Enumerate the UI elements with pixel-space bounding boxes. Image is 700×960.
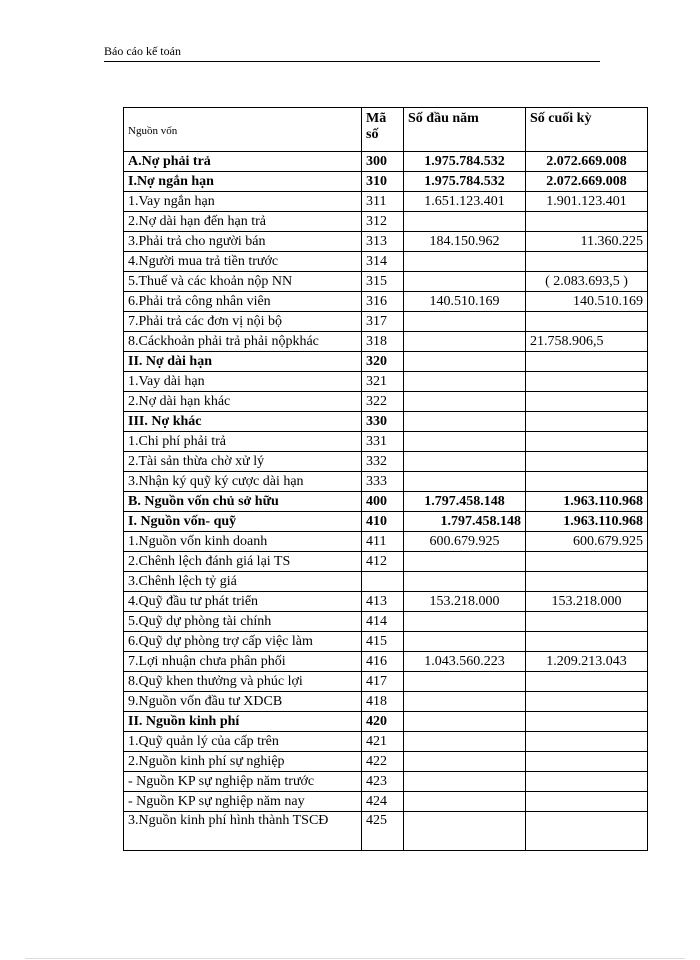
row-name-cell: 1.Vay dài hạn: [124, 372, 362, 392]
row-name-cell: 2.Nợ dài hạn khác: [124, 392, 362, 412]
row-period-end-cell: [526, 792, 648, 812]
row-period-end-cell: [526, 452, 648, 472]
row-name-cell: 8.Quỹ khen thưởng và phúc lợi: [124, 672, 362, 692]
row-name-cell: - Nguồn KP sự nghiệp năm trước: [124, 772, 362, 792]
table-row: [124, 152, 648, 172]
row-period-end-cell: [526, 372, 648, 392]
row-period-end-cell: [526, 772, 648, 792]
row-period-end-cell: [526, 632, 648, 652]
row-code-cell: 415: [362, 632, 404, 652]
page-bottom-divider: [25, 958, 685, 959]
row-start-year-cell: 153.218.000: [404, 592, 526, 612]
row-period-end-cell: 1.901.123.401: [526, 192, 648, 212]
table-row: [124, 192, 648, 212]
row-start-year-cell: [404, 792, 526, 812]
table-row: [124, 672, 648, 692]
row-code-cell: 413: [362, 592, 404, 612]
row-code-cell: 425: [362, 812, 404, 851]
column-header-source: Nguồn vốn: [124, 108, 362, 152]
row-code-cell: 314: [362, 252, 404, 272]
row-code-cell: 400: [362, 492, 404, 512]
column-header-code-label: Mã số: [366, 111, 387, 142]
row-name-cell: 6.Quỹ dự phòng trợ cấp việc làm: [124, 632, 362, 652]
row-period-end-cell: 1.209.213.043: [526, 652, 648, 672]
row-name-cell: 8.Cáckhoản phải trả phải nộpkhác: [124, 332, 362, 352]
row-code-cell: 321: [362, 372, 404, 392]
table-row: [124, 252, 648, 272]
row-name-cell: - Nguồn KP sự nghiệp năm nay: [124, 792, 362, 812]
row-period-end-cell: [526, 572, 648, 592]
table-row: [124, 432, 648, 452]
row-start-year-cell: [404, 332, 526, 352]
table-row: [124, 312, 648, 332]
row-code-cell: 320: [362, 352, 404, 372]
row-code-cell: 313: [362, 232, 404, 252]
row-start-year-cell: 600.679.925: [404, 532, 526, 552]
row-period-end-cell: [526, 432, 648, 452]
row-period-end-cell: [526, 812, 648, 851]
row-start-year-cell: [404, 712, 526, 732]
row-start-year-cell: [404, 432, 526, 452]
row-code-cell: 421: [362, 732, 404, 752]
table-row: [124, 412, 648, 432]
row-period-end-cell: 1.963.110.968: [526, 492, 648, 512]
row-name-cell: 2.Chênh lệch đánh giá lại TS: [124, 552, 362, 572]
row-period-end-cell: [526, 672, 648, 692]
row-period-end-cell: [526, 392, 648, 412]
row-name-cell: 9.Nguồn vốn đầu tư XDCB: [124, 692, 362, 712]
row-code-cell: 410: [362, 512, 404, 532]
row-period-end-cell: 140.510.169: [526, 292, 648, 312]
row-code-cell: 315: [362, 272, 404, 292]
row-start-year-cell: [404, 252, 526, 272]
row-period-end-cell: [526, 712, 648, 732]
table-row: [124, 232, 648, 252]
row-start-year-cell: [404, 632, 526, 652]
row-period-end-cell: [526, 352, 648, 372]
row-start-year-cell: 1.797.458.148: [404, 512, 526, 532]
row-start-year-cell: [404, 572, 526, 592]
table-row: [124, 572, 648, 592]
row-name-cell: 2.Nguồn kinh phí sự nghiệp: [124, 752, 362, 772]
row-name-cell: 2.Nợ dài hạn đến hạn trả: [124, 212, 362, 232]
row-period-end-cell: [526, 312, 648, 332]
row-start-year-cell: [404, 452, 526, 472]
row-name-cell: 5.Quỹ dự phòng tài chính: [124, 612, 362, 632]
table-row: [124, 212, 648, 232]
row-name-cell: 7.Lợi nhuận chưa phân phối: [124, 652, 362, 672]
table-row: [124, 392, 648, 412]
row-start-year-cell: [404, 552, 526, 572]
row-start-year-cell: 1.043.560.223: [404, 652, 526, 672]
row-code-cell: 412: [362, 552, 404, 572]
row-start-year-cell: [404, 732, 526, 752]
row-period-end-cell: 11.360.225: [526, 232, 648, 252]
row-start-year-cell: [404, 612, 526, 632]
table-row: [124, 712, 648, 732]
row-start-year-cell: [404, 352, 526, 372]
row-code-cell: 416: [362, 652, 404, 672]
row-code-cell: 317: [362, 312, 404, 332]
row-start-year-cell: [404, 692, 526, 712]
row-start-year-cell: [404, 312, 526, 332]
row-code-cell: 424: [362, 792, 404, 812]
column-header-code: [362, 108, 404, 152]
table-row: [124, 552, 648, 572]
table-row: [124, 812, 648, 851]
page-header: [104, 44, 600, 62]
row-name-cell: 1.Vay ngắn hạn: [124, 192, 362, 212]
table-row: [124, 512, 648, 532]
table-row: [124, 592, 648, 612]
row-period-end-cell: [526, 612, 648, 632]
row-code-cell: 311: [362, 192, 404, 212]
row-name-cell: 4.Người mua trả tiền trước: [124, 252, 362, 272]
table-row: [124, 692, 648, 712]
row-name-cell: 3.Chênh lệch tỷ giá: [124, 572, 362, 592]
column-header-period-end: Số cuối kỳ: [526, 108, 648, 152]
row-name-cell: 4.Quỹ đầu tư phát triển: [124, 592, 362, 612]
row-period-end-cell: [526, 412, 648, 432]
column-header-start-year: Số đầu năm: [404, 108, 526, 152]
header-title: Báo cáo kế toán: [104, 44, 181, 58]
row-name-cell: 2.Tài sản thừa chờ xử lý: [124, 452, 362, 472]
row-code-cell: 316: [362, 292, 404, 312]
row-name-cell: III. Nợ khác: [124, 412, 362, 432]
row-start-year-cell: 1.975.784.532: [404, 152, 526, 172]
row-name-cell: 7.Phải trả các đơn vị nội bộ: [124, 312, 362, 332]
row-period-end-cell: [526, 752, 648, 772]
table-row: [124, 652, 648, 672]
table-row: [124, 612, 648, 632]
row-name-cell: 6.Phải trả công nhân viên: [124, 292, 362, 312]
row-code-cell: 411: [362, 532, 404, 552]
row-code-cell: 417: [362, 672, 404, 692]
row-code-cell: 422: [362, 752, 404, 772]
row-start-year-cell: [404, 672, 526, 692]
row-name-cell: B. Nguồn vốn chủ sở hữu: [124, 492, 362, 512]
row-name-cell: II. Nợ dài hạn: [124, 352, 362, 372]
row-start-year-cell: 184.150.962: [404, 232, 526, 252]
row-period-end-cell: 21.758.906,5: [526, 332, 648, 352]
table-row: [124, 372, 648, 392]
row-name-cell: 3.Phải trả cho người bán: [124, 232, 362, 252]
row-period-end-cell: 1.963.110.968: [526, 512, 648, 532]
row-name-cell: I. Nguồn vốn- quỹ: [124, 512, 362, 532]
row-name-cell: 1.Nguồn vốn kinh doanh: [124, 532, 362, 552]
row-start-year-cell: 1.651.123.401: [404, 192, 526, 212]
table-row: [124, 752, 648, 772]
row-start-year-cell: [404, 392, 526, 412]
row-start-year-cell: 1.975.784.532: [404, 172, 526, 192]
row-period-end-cell: 153.218.000: [526, 592, 648, 612]
table-row: [124, 272, 648, 292]
row-start-year-cell: [404, 752, 526, 772]
table-row: [124, 492, 648, 512]
row-start-year-cell: [404, 412, 526, 432]
table-row: [124, 332, 648, 352]
row-start-year-cell: 1.797.458.148: [404, 492, 526, 512]
row-start-year-cell: [404, 212, 526, 232]
row-code-cell: 414: [362, 612, 404, 632]
row-start-year-cell: [404, 372, 526, 392]
table-row: [124, 172, 648, 192]
table-row: [124, 292, 648, 312]
row-name-cell: 5.Thuế và các khoản nộp NN: [124, 272, 362, 292]
row-period-end-cell: ( 2.083.693,5 ): [526, 272, 648, 292]
table-row: [124, 792, 648, 812]
row-period-end-cell: [526, 252, 648, 272]
row-period-end-cell: [526, 212, 648, 232]
row-code-cell: 423: [362, 772, 404, 792]
row-code-cell: 318: [362, 332, 404, 352]
table-row: [124, 772, 648, 792]
row-start-year-cell: [404, 812, 526, 851]
row-period-end-cell: [526, 472, 648, 492]
table-row: [124, 532, 648, 552]
row-name-cell: 3.Nhận ký quỹ ký cược dài hạn: [124, 472, 362, 492]
row-code-cell: 333: [362, 472, 404, 492]
row-start-year-cell: 140.510.169: [404, 292, 526, 312]
row-code-cell: 418: [362, 692, 404, 712]
row-code-cell: 332: [362, 452, 404, 472]
row-code-cell: 300: [362, 152, 404, 172]
table-body: [124, 152, 648, 851]
row-code-cell: 322: [362, 392, 404, 412]
row-name-cell: II. Nguồn kinh phí: [124, 712, 362, 732]
table-row: [124, 632, 648, 652]
row-name-cell: A.Nợ phải trả: [124, 152, 362, 172]
row-period-end-cell: [526, 552, 648, 572]
row-start-year-cell: [404, 272, 526, 292]
row-start-year-cell: [404, 472, 526, 492]
row-period-end-cell: [526, 732, 648, 752]
row-name-cell: I.Nợ ngắn hạn: [124, 172, 362, 192]
row-code-cell: 331: [362, 432, 404, 452]
row-period-end-cell: 2.072.669.008: [526, 152, 648, 172]
table-row: [124, 452, 648, 472]
row-code-cell: 312: [362, 212, 404, 232]
row-code-cell: [362, 572, 404, 592]
row-start-year-cell: [404, 772, 526, 792]
row-name-cell: 1.Chi phí phải trả: [124, 432, 362, 452]
table-header-row: [124, 108, 648, 152]
row-code-cell: 420: [362, 712, 404, 732]
row-code-cell: 330: [362, 412, 404, 432]
row-name-cell: 1.Quỹ quản lý của cấp trên: [124, 732, 362, 752]
row-name-cell: 3.Nguồn kinh phí hình thành TSCĐ: [124, 812, 362, 851]
row-period-end-cell: 600.679.925: [526, 532, 648, 552]
row-code-cell: 310: [362, 172, 404, 192]
row-period-end-cell: 2.072.669.008: [526, 172, 648, 192]
table-row: [124, 732, 648, 752]
table-row: [124, 352, 648, 372]
balance-sheet-table: [123, 107, 648, 851]
row-period-end-cell: [526, 692, 648, 712]
table-row: [124, 472, 648, 492]
